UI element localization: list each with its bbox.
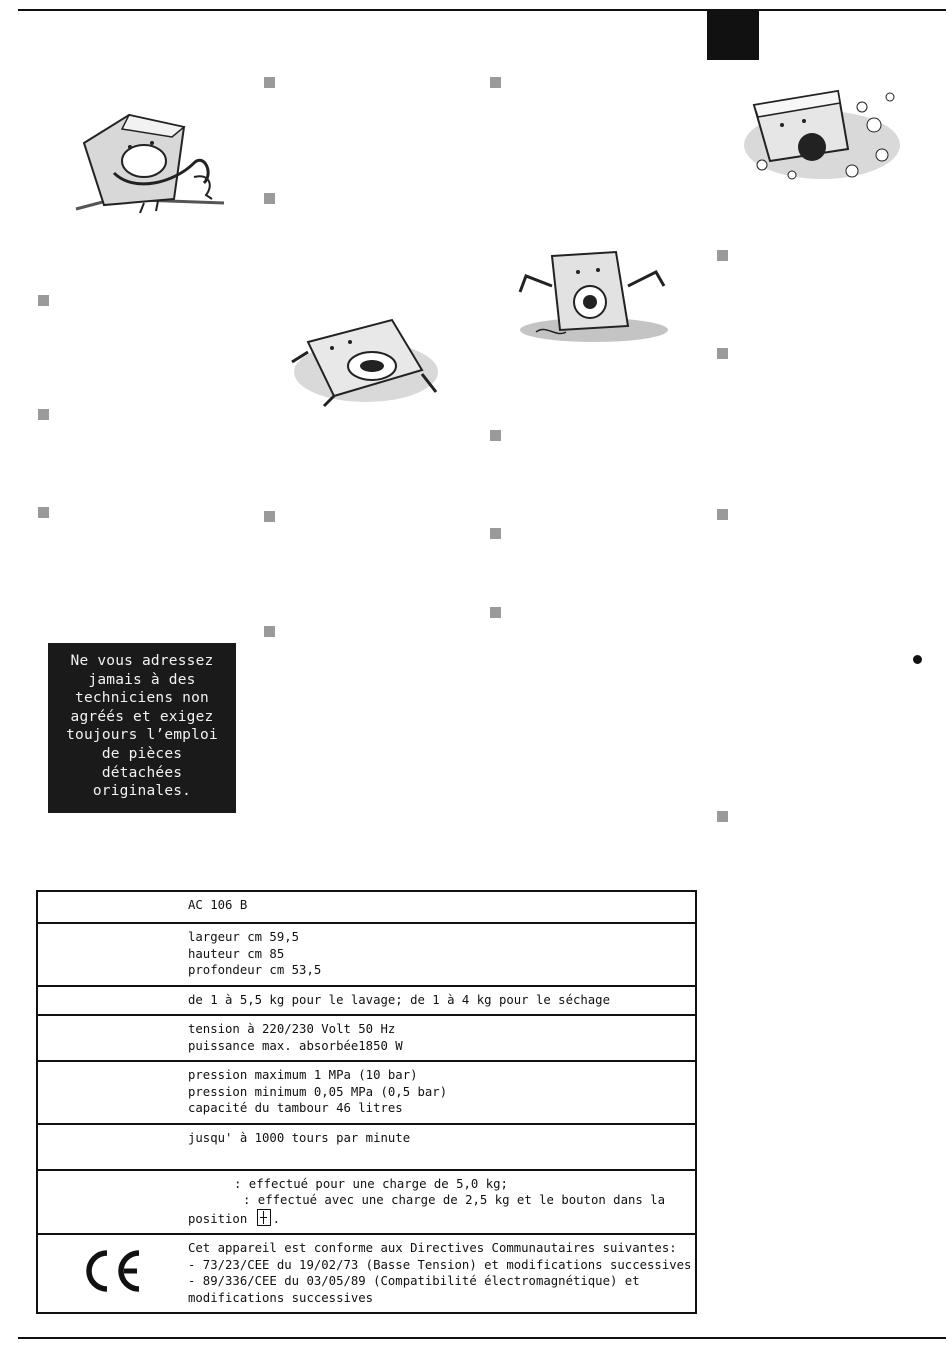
position-symbol-icon bbox=[257, 1209, 271, 1226]
top-rule bbox=[18, 9, 946, 11]
square-bullet-icon bbox=[264, 193, 275, 204]
row-label bbox=[37, 1124, 186, 1170]
notice-line: détachées bbox=[101, 764, 183, 781]
table-row bbox=[37, 1170, 696, 1235]
directive-emc-cont: modifications successives bbox=[188, 1290, 374, 1305]
conformity-statement: Cet appareil est conforme aux Directives Communautaires suivantes: bbox=[188, 1241, 677, 1255]
row-value bbox=[186, 986, 696, 1016]
notice-line: jamais à des bbox=[88, 671, 196, 688]
model-value: AC 106 B bbox=[188, 898, 248, 912]
row-value bbox=[186, 1015, 696, 1061]
dimension-width: largeur cm 59,5 bbox=[188, 930, 300, 944]
directive-emc: - 89/336/CEE du 03/05/89 (Compatibilité électromagnétique) et bbox=[188, 1274, 640, 1288]
row-value bbox=[186, 1170, 696, 1235]
table-row bbox=[37, 1015, 696, 1061]
square-bullet-icon bbox=[490, 77, 501, 88]
capacity-value: de 1 à 5,5 kg pour le lavage; de 1 à 4 kg pour le séchage bbox=[188, 992, 610, 1007]
square-bullet-icon bbox=[264, 626, 275, 637]
washer-bubbles-illustration bbox=[742, 85, 900, 185]
directive-low-voltage: - 73/23/CEE du 19/02/73 (Basse Tension) et modifications successives bbox=[188, 1257, 692, 1272]
technical-specs-table bbox=[36, 890, 697, 1314]
washer-flood-illustration bbox=[516, 246, 670, 344]
row-label bbox=[37, 1015, 186, 1061]
square-bullet-icon bbox=[717, 250, 728, 261]
row-value bbox=[186, 1124, 696, 1170]
square-bullet-icon bbox=[717, 811, 728, 822]
bottom-rule bbox=[18, 1337, 946, 1339]
notice-line: Ne vous adressez bbox=[70, 653, 214, 669]
square-bullet-icon bbox=[717, 348, 728, 359]
voltage-value: tension à 220/230 Volt 50 Hz bbox=[188, 1022, 396, 1036]
power-value: puissance max. absorbée1850 W bbox=[188, 1038, 403, 1053]
row-label bbox=[37, 986, 186, 1016]
notice-line: techniciens non bbox=[75, 690, 209, 707]
square-bullet-icon bbox=[490, 430, 501, 441]
row-value bbox=[186, 1234, 696, 1313]
position-note bbox=[188, 1209, 695, 1228]
row-value bbox=[186, 923, 696, 986]
square-bullet-icon bbox=[264, 77, 275, 88]
section-tab bbox=[707, 11, 759, 60]
spin-speed: jusqu' à 1000 tours par minute bbox=[188, 1130, 411, 1145]
row-label bbox=[37, 923, 186, 986]
row-label bbox=[37, 891, 186, 923]
dimension-height: hauteur cm 85 bbox=[188, 946, 285, 961]
dry-test-note: : effectué avec une charge de 2,5 kg et le bouton dans la bbox=[243, 1193, 665, 1207]
position-text: position bbox=[188, 1211, 248, 1226]
square-bullet-icon bbox=[38, 507, 49, 518]
row-label bbox=[37, 1234, 186, 1313]
drum-capacity: capacité du tambour 46 litres bbox=[188, 1101, 403, 1115]
notice-line: agréés et exigez bbox=[70, 708, 214, 725]
row-value bbox=[186, 891, 696, 923]
row-label bbox=[37, 1170, 186, 1235]
notice-line: originales. bbox=[92, 783, 192, 800]
table-row bbox=[37, 1124, 696, 1170]
square-bullet-icon bbox=[490, 528, 501, 539]
table-row bbox=[37, 986, 696, 1016]
washer-fallen-illustration bbox=[288, 312, 440, 408]
square-bullet-icon bbox=[38, 409, 49, 420]
washer-unplug-illustration bbox=[74, 103, 224, 215]
pressure-max: pression maximum 1 MPa (10 bar) bbox=[188, 1068, 418, 1082]
table-row bbox=[37, 1234, 696, 1313]
dimension-depth: profondeur cm 53,5 bbox=[188, 963, 322, 977]
position-period: . bbox=[272, 1211, 281, 1226]
notice-line: de pièces bbox=[101, 745, 183, 762]
table-row bbox=[37, 1061, 696, 1124]
row-value bbox=[186, 1061, 696, 1124]
ce-mark-icon bbox=[38, 1235, 186, 1307]
round-bullet-icon bbox=[913, 655, 922, 664]
row-label bbox=[37, 1061, 186, 1124]
square-bullet-icon bbox=[264, 511, 275, 522]
square-bullet-icon bbox=[717, 509, 728, 520]
pressure-min: pression minimum 0,05 MPa (0,5 bar) bbox=[188, 1084, 448, 1099]
square-bullet-icon bbox=[490, 607, 501, 618]
spare-parts-notice bbox=[48, 643, 236, 813]
square-bullet-icon bbox=[38, 295, 49, 306]
table-row bbox=[37, 891, 696, 923]
table-row bbox=[37, 923, 696, 986]
wash-test-note: : effectué pour une charge de 5,0 kg; bbox=[234, 1176, 508, 1191]
notice-line: toujours l’emploi bbox=[66, 727, 218, 744]
